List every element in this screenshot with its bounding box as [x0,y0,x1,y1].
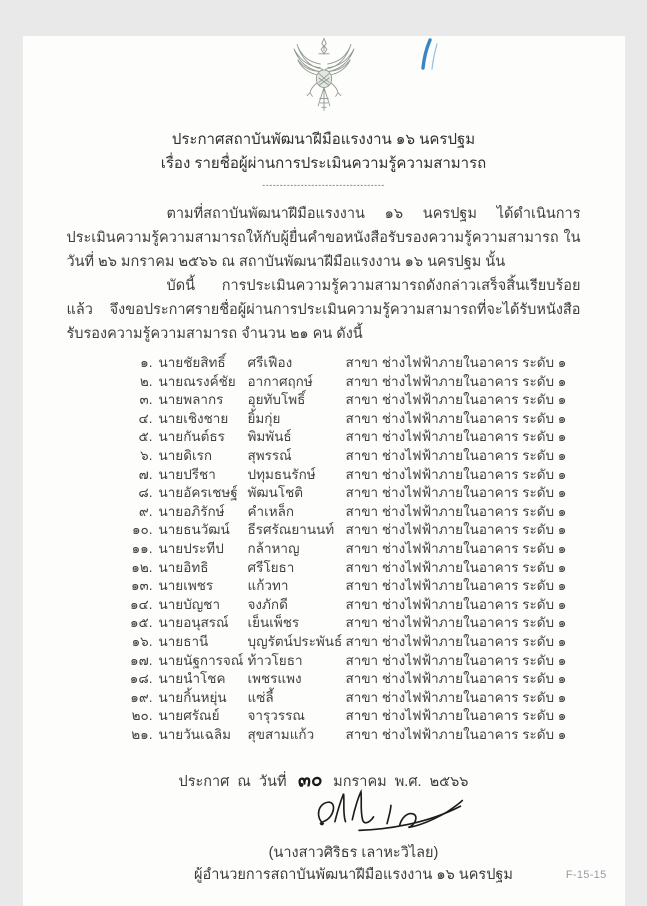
list-item-no: ๑๔. [67,596,159,615]
pen-mark-icon [414,38,440,72]
list-item [67,466,581,485]
list-item-last: พิมพันธ์ [248,428,346,447]
list-item-first: นายดิเรก [159,447,248,466]
list-item [67,707,581,726]
list-item-first: นายชัยสิทธิ์ [159,354,248,373]
list-item-no: ๑๖. [67,633,159,652]
list-item-last: สุพรรณ์ [248,447,346,466]
list-item-last: แซ่ลี้ [248,689,346,708]
list-item-first: นายกันต์ธร [159,428,248,447]
list-item-branch: สาขา ช่างไฟฟ้าภายในอาคาร ระดับ ๑ [346,633,581,652]
list-item-first: นายเพชร [159,577,248,596]
list-item-branch: สาขา ช่างไฟฟ้าภายในอาคาร ระดับ ๑ [346,410,581,429]
list-item-branch: สาขา ช่างไฟฟ้าภายในอาคาร ระดับ ๑ [346,484,581,503]
list-item [67,596,581,615]
list-item-branch: สาขา ช่างไฟฟ้าภายในอาคาร ระดับ ๑ [346,540,581,559]
list-item [67,540,581,559]
list-item-first: นายนำโชค [159,670,248,689]
list-item-branch: สาขา ช่างไฟฟ้าภายในอาคาร ระดับ ๑ [346,447,581,466]
list-item-first: นายศรัณย์ [159,707,248,726]
list-item [67,503,581,522]
list-item-first: นายอภิรักษ์ [159,503,248,522]
list-item-branch: สาขา ช่างไฟฟ้าภายในอาคาร ระดับ ๑ [346,577,581,596]
list-item-no: ๑๘. [67,670,159,689]
list-item [67,726,581,745]
page-title: ประกาศสถาบันพัฒนาฝีมือแรงงาน ๑๖ นครปฐม [23,128,625,151]
list-item-branch: สาขา ช่างไฟฟ้าภายในอาคาร ระดับ ๑ [346,373,581,392]
paragraph-intro: ตามที่สถาบันพัฒนาฝีมือแรงงาน ๑๖ นครปฐม ได้ดำเนินการประเมินความรู้ความสามารถให้กับผู้ยื่นคำขอหนังสือรับรองความรู้ความสามารถ ในวันที่ ๒๖ มกราคม ๒๕๖๖ ณ สถาบันพัฒนาฝีมือแรงงาน ๑๖ นครปฐม นั้น [67,202,581,274]
list-item-first: นายพลากร [159,391,248,410]
list-item-last: จารุวรรณ [248,707,346,726]
list-item-no: ๑๕. [67,614,159,633]
list-item-first: นายปรีชา [159,466,248,485]
form-code: F-15-15 [566,869,607,881]
list-item [67,373,581,392]
list-item-no: ๓. [67,391,159,410]
list-item-no: ๑๒. [67,559,159,578]
separator-dashes: ----------------------------------- [23,180,625,190]
list-item-branch: สาขา ช่างไฟฟ้าภายในอาคาร ระดับ ๑ [346,652,581,671]
list-item [67,633,581,652]
list-item-last: ท้าวโยธา [248,652,346,671]
list-item-branch: สาขา ช่างไฟฟ้าภายในอาคาร ระดับ ๑ [346,614,581,633]
signature-icon [304,785,472,841]
list-item-first: นายนัฐการจณ์ [159,652,248,671]
list-item-last: ธีรศรัณยานนท์ [248,521,346,540]
list-item-last: คำเหล็ก [248,503,346,522]
list-item-branch: สาขา ช่างไฟฟ้าภายในอาคาร ระดับ ๑ [346,726,581,745]
list-item-branch: สาขา ช่างไฟฟ้าภายในอาคาร ระดับ ๑ [346,559,581,578]
list-item [67,521,581,540]
list-item-branch: สาขา ช่างไฟฟ้าภายในอาคาร ระดับ ๑ [346,354,581,373]
list-item-no: ๑๗. [67,652,159,671]
list-item-no: ๖. [67,447,159,466]
list-item-last: ศรีโยธา [248,559,346,578]
list-item-branch: สาขา ช่างไฟฟ้าภายในอาคาร ระดับ ๑ [346,707,581,726]
list-item-no: ๑. [67,354,159,373]
list-item-last: บุญรัตน์ประพันธ์ [248,633,346,652]
list-item [67,614,581,633]
list-item [67,428,581,447]
list-item-first: นายวันเฉลิม [159,726,248,745]
list-item [67,689,581,708]
list-item-first: นายอนุสรณ์ [159,614,248,633]
signer-block [53,843,647,885]
list-item-no: ๑๙. [67,689,159,708]
list-item-last: จงภักดี [248,596,346,615]
list-item-first: นายอิทธิ [159,559,248,578]
list-item-last: ศรีเฟือง [248,354,346,373]
list-item-last: กล้าหาญ [248,540,346,559]
list-item [67,447,581,466]
list-item-no: ๗. [67,466,159,485]
list-item [67,354,581,373]
list-item-branch: สาขา ช่างไฟฟ้าภายในอาคาร ระดับ ๑ [346,689,581,708]
garuda-emblem-icon [291,36,357,120]
list-item-last: ยิ้มกุ่ย [248,410,346,429]
list-item-no: ๒๑. [67,726,159,745]
list-item-last: เย็นเพ็ชร [248,614,346,633]
list-item-no: ๔. [67,410,159,429]
list-item [67,577,581,596]
date-prefix: ประกาศ ณ วันที่ [178,774,286,790]
list-item-no: ๑๑. [67,540,159,559]
list-item-last: แก้วทา [248,577,346,596]
document-page [23,36,625,906]
list-item-last: พัฒนโชติ [248,484,346,503]
list-item-no: ๒๐. [67,707,159,726]
list-item-first: นายธนวัฒน์ [159,521,248,540]
signer-name: (นางสาวศิริธร เลาหะวิไลย) [53,843,647,863]
list-item [67,559,581,578]
list-item-first: นายบัญชา [159,596,248,615]
list-item-last: เพชรแพง [248,670,346,689]
list-item-branch: สาขา ช่างไฟฟ้าภายในอาคาร ระดับ ๑ [346,521,581,540]
list-item-branch: สาขา ช่างไฟฟ้าภายในอาคาร ระดับ ๑ [346,670,581,689]
paragraph-announcement: บัดนี้ การประเมินความรู้ความสามารถดังกล่าวเสร็จสิ้นเรียบร้อยแล้ว จึงขอประกาศรายชื่อผู้ผ่านการประเมินความรู้ความสามารถที่จะได้รับหนังสือรับรองความรู้ความสามารถ จำนวน ๒๑ คน ดังนี้ [67,274,581,346]
list-item-no: ๙. [67,503,159,522]
list-item-no: ๒. [67,373,159,392]
list-item-branch: สาขา ช่างไฟฟ้าภายในอาคาร ระดับ ๑ [346,503,581,522]
list-item-branch: สาขา ช่างไฟฟ้าภายในอาคาร ระดับ ๑ [346,466,581,485]
list-item-no: ๑๓. [67,577,159,596]
list-item [67,652,581,671]
list-item-no: ๑๐. [67,521,159,540]
list-item [67,391,581,410]
list-item-branch: สาขา ช่างไฟฟ้าภายในอาคาร ระดับ ๑ [346,428,581,447]
signer-title: ผู้อำนวยการสถาบันพัฒนาฝีมือแรงงาน ๑๖ นครปฐม [53,865,647,885]
list-item-first: นายกิ้นหยุ่น [159,689,248,708]
list-item-first: นายเชิงชาย [159,410,248,429]
handwritten-day: ๓๐ [294,774,325,790]
page-subject: เรื่อง รายชื่อผู้ผ่านการประเมินความรู้ความสามารถ [23,152,625,175]
list-item-first: นายอัครเชษฐ์ [159,484,248,503]
list-item-first: นายธานี [159,633,248,652]
list-item-last: ปทุมธนรักษ์ [248,466,346,485]
list-item [67,410,581,429]
recipient-list [67,354,581,744]
announcement-date-line [23,770,625,793]
list-item-first: นายประทีป [159,540,248,559]
list-item-no: ๘. [67,484,159,503]
list-item-no: ๕. [67,428,159,447]
list-item [67,484,581,503]
date-suffix: มกราคม พ.ศ. ๒๕๖๖ [333,774,468,790]
list-item [67,670,581,689]
list-item-first: นายณรงค์ชัย [159,373,248,392]
list-item-branch: สาขา ช่างไฟฟ้าภายในอาคาร ระดับ ๑ [346,596,581,615]
list-item-last: อากาศฤกษ์ [248,373,346,392]
list-item-last: อุยทับโพธิ์ [248,391,346,410]
list-item-branch: สาขา ช่างไฟฟ้าภายในอาคาร ระดับ ๑ [346,391,581,410]
list-item-last: สุขสามแก้ว [248,726,346,745]
